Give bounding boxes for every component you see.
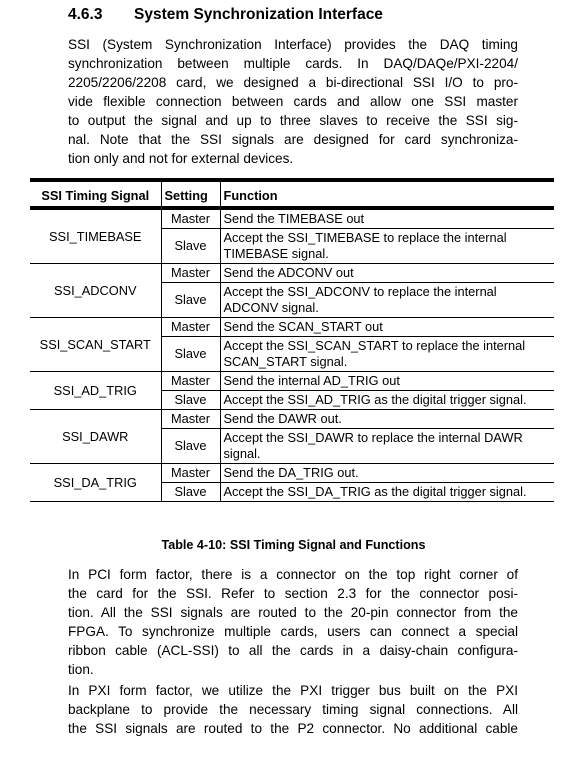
pxi-paragraph xyxy=(68,681,518,738)
header-signal: SSI Timing Signal xyxy=(30,180,161,208)
signal-cell: SSI_SCAN_START xyxy=(30,318,161,372)
function-cell xyxy=(220,464,554,483)
header-setting: Setting xyxy=(161,180,220,208)
setting-cell: Slave xyxy=(161,283,220,318)
function-text: Send the TIMEBASE out xyxy=(223,211,365,226)
setting-cell: Master xyxy=(161,318,220,337)
function-cell xyxy=(220,410,554,429)
function-text: Send the ADCONV out xyxy=(223,265,354,280)
paragraph-line: vide flexible connection between cards and allow one SSI master xyxy=(68,94,518,109)
section-number: 4.6.3 xyxy=(68,6,103,23)
function-text: Send the internal AD_TRIG out xyxy=(223,373,400,388)
intro-paragraph xyxy=(68,35,518,168)
function-cell xyxy=(220,483,554,502)
header-function: Function xyxy=(220,180,554,208)
setting-cell: Master xyxy=(161,264,220,283)
table-row xyxy=(30,372,554,391)
section-heading xyxy=(68,6,383,24)
table-row xyxy=(30,264,554,283)
function-text: Send the SCAN_START out xyxy=(223,319,383,334)
paragraph-line: In PCI form factor, there is a connector on the top right corner of xyxy=(68,567,518,582)
paragraph-line: nal. Note that the SSI signals are designed for card synchroniza- xyxy=(68,132,518,147)
paragraph-line: backplane to provide the necessary timing signal connections. All xyxy=(68,702,518,717)
paragraph-line: to output the signal and up to three slaves to receive the SSI sig- xyxy=(68,113,518,128)
paragraph-line: SSI (System Synchronization Interface) provides the DAQ timing xyxy=(68,37,518,52)
paragraph-line: ribbon cable (ACL-SSI) to all the cards in a daisy-chain configura- xyxy=(68,643,518,658)
paragraph-line: 2205/2206/2208 card, we designed a bi-directional SSI I/O to pro- xyxy=(68,75,518,90)
setting-cell: Slave xyxy=(161,429,220,464)
paragraph-line: the card for the SSI. Refer to section 2.3 for the connector posi- xyxy=(68,586,518,601)
function-cell xyxy=(220,391,554,410)
pci-paragraph xyxy=(68,565,518,679)
function-cell xyxy=(220,208,554,229)
paragraph-line: the SSI signals are routed to the P2 connector. No additional cable xyxy=(68,721,518,736)
ssi-timing-table xyxy=(30,178,554,502)
function-cell xyxy=(220,283,554,318)
setting-cell: Slave xyxy=(161,483,220,502)
table-row xyxy=(30,410,554,429)
paragraph-line: tion. xyxy=(68,662,94,677)
paragraph-line: synchronization between multiple cards. In DAQ/DAQe/PXI-2204/ xyxy=(68,56,518,71)
function-cell xyxy=(220,264,554,283)
signal-cell: SSI_DAWR xyxy=(30,410,161,464)
function-cell xyxy=(220,229,554,264)
section-title: System Synchronization Interface xyxy=(134,6,383,23)
function-text: Accept the SSI_DA_TRIG as the digital trigger signal. xyxy=(223,484,527,499)
function-text: Accept the SSI_TIMEBASE to replace the internal xyxy=(223,230,507,245)
function-text: TIMEBASE signal. xyxy=(223,246,329,261)
signal-cell: SSI_DA_TRIG xyxy=(30,464,161,502)
table-row xyxy=(30,318,554,337)
function-text: Accept the SSI_SCAN_START to replace the internal xyxy=(223,338,526,353)
table-caption: Table 4-10: SSI Timing Signal and Functions xyxy=(161,538,426,552)
function-cell xyxy=(220,318,554,337)
table-row xyxy=(30,464,554,483)
signal-cell: SSI_AD_TRIG xyxy=(30,372,161,410)
function-text: Accept the SSI_ADCONV to replace the internal xyxy=(223,284,497,299)
setting-cell: Master xyxy=(161,464,220,483)
function-cell xyxy=(220,429,554,464)
function-cell xyxy=(220,372,554,391)
setting-cell: Master xyxy=(161,208,220,229)
table-header-row xyxy=(30,180,554,208)
paragraph-line: tion only and not for external devices. xyxy=(68,151,294,166)
paragraph-line: FPGA. To synchronize multiple cards, users can connect a special xyxy=(68,624,518,639)
paragraph-line: In PXI form factor, we utilize the PXI trigger bus built on the PXI xyxy=(68,683,518,698)
setting-cell: Slave xyxy=(161,229,220,264)
signal-cell: SSI_TIMEBASE xyxy=(30,208,161,264)
function-text: Send the DAWR out. xyxy=(223,411,342,426)
paragraph-line: tion. All the SSI signals are routed to the 20-pin connector from the xyxy=(68,605,518,620)
function-cell xyxy=(220,337,554,372)
signal-cell: SSI_ADCONV xyxy=(30,264,161,318)
setting-cell: Slave xyxy=(161,391,220,410)
function-text: Accept the SSI_DAWR to replace the internal DAWR xyxy=(223,430,523,445)
function-text: signal. xyxy=(223,446,261,461)
setting-cell: Slave xyxy=(161,337,220,372)
function-text: ADCONV signal. xyxy=(223,300,319,315)
function-text: SCAN_START signal. xyxy=(223,354,348,369)
function-text: Accept the SSI_AD_TRIG as the digital trigger signal. xyxy=(223,392,527,407)
function-text: Send the DA_TRIG out. xyxy=(223,465,359,480)
setting-cell: Master xyxy=(161,410,220,429)
table-row xyxy=(30,208,554,229)
setting-cell: Master xyxy=(161,372,220,391)
